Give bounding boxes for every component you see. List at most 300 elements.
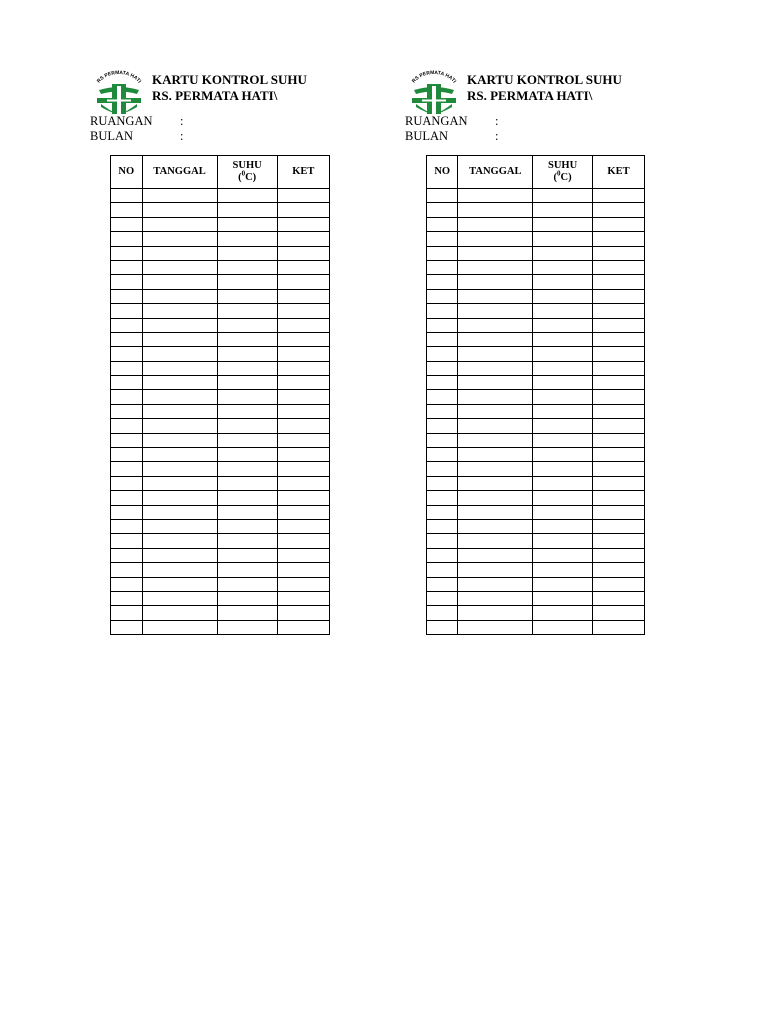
cell-no[interactable] (427, 548, 458, 562)
cell-no[interactable] (111, 448, 143, 462)
cell-tanggal[interactable] (142, 203, 217, 217)
cell-ket[interactable] (593, 505, 645, 519)
bulan-label: BULAN (90, 129, 134, 143)
cell-tanggal[interactable] (458, 260, 533, 274)
cell-tanggal[interactable] (458, 419, 533, 433)
cell-no[interactable] (427, 376, 458, 390)
cell-tanggal[interactable] (458, 462, 533, 476)
cell-ket[interactable] (277, 332, 329, 346)
cell-suhu[interactable] (217, 217, 277, 231)
svg-text:RS PERMATA HATI (411, 70, 457, 85)
cell-tanggal[interactable] (458, 534, 533, 548)
cell-suhu[interactable] (217, 203, 277, 217)
cell-suhu[interactable] (533, 476, 593, 490)
cell-ket[interactable] (277, 433, 329, 447)
cell-suhu[interactable] (533, 376, 593, 390)
cell-ket[interactable] (593, 620, 645, 634)
cell-no[interactable] (111, 376, 143, 390)
cell-ket[interactable] (277, 232, 329, 246)
title-line-2: RS. PERMATA HATI\ (152, 88, 278, 103)
cell-tanggal[interactable] (142, 491, 217, 505)
cell-ket[interactable] (277, 591, 329, 605)
cell-suhu[interactable] (217, 448, 277, 462)
cell-suhu[interactable] (533, 519, 593, 533)
cell-suhu[interactable] (217, 476, 277, 490)
cell-suhu[interactable] (533, 404, 593, 418)
cell-no[interactable] (111, 318, 143, 332)
cell-tanggal[interactable] (458, 606, 533, 620)
cell-ket[interactable] (277, 419, 329, 433)
cell-suhu[interactable] (533, 548, 593, 562)
table-row (427, 448, 645, 462)
cell-suhu[interactable] (217, 433, 277, 447)
cell-ket[interactable] (593, 519, 645, 533)
cell-suhu[interactable] (217, 361, 277, 375)
cell-tanggal[interactable] (142, 563, 217, 577)
cell-tanggal[interactable] (458, 591, 533, 605)
cell-ket[interactable] (277, 577, 329, 591)
cell-tanggal[interactable] (458, 318, 533, 332)
cell-ket[interactable] (277, 246, 329, 260)
cell-no[interactable] (111, 347, 143, 361)
cell-ket[interactable] (593, 189, 645, 203)
cell-no[interactable] (427, 462, 458, 476)
cell-no[interactable] (427, 519, 458, 533)
cell-ket[interactable] (593, 275, 645, 289)
cell-suhu[interactable] (533, 318, 593, 332)
cell-tanggal[interactable] (142, 419, 217, 433)
cell-ket[interactable] (593, 332, 645, 346)
cell-no[interactable] (427, 189, 458, 203)
cell-suhu[interactable] (217, 577, 277, 591)
ruangan-row (405, 114, 525, 129)
cell-tanggal[interactable] (142, 232, 217, 246)
cell-no[interactable] (427, 203, 458, 217)
cell-ket[interactable] (277, 505, 329, 519)
cell-tanggal[interactable] (142, 275, 217, 289)
table-row (111, 246, 330, 260)
cell-no[interactable] (111, 332, 143, 346)
table-row (111, 260, 330, 274)
cell-suhu[interactable] (533, 361, 593, 375)
cell-no[interactable] (427, 390, 458, 404)
cell-no[interactable] (111, 246, 143, 260)
cell-suhu[interactable] (217, 620, 277, 634)
table-row (111, 419, 330, 433)
cell-suhu[interactable] (533, 491, 593, 505)
cell-ket[interactable] (593, 376, 645, 390)
cell-no[interactable] (427, 505, 458, 519)
table-row (111, 376, 330, 390)
cell-ket[interactable] (277, 275, 329, 289)
table-row (111, 390, 330, 404)
temperature-card-right (405, 70, 645, 183)
table-row (111, 548, 330, 562)
cell-suhu[interactable] (217, 462, 277, 476)
cell-tanggal[interactable] (458, 275, 533, 289)
cell-ket[interactable] (593, 318, 645, 332)
table-row (427, 189, 645, 203)
cell-tanggal[interactable] (458, 548, 533, 562)
cell-suhu[interactable] (217, 505, 277, 519)
cell-tanggal[interactable] (142, 376, 217, 390)
cell-no[interactable] (111, 217, 143, 231)
cell-tanggal[interactable] (458, 491, 533, 505)
cell-no[interactable] (427, 260, 458, 274)
table-body (427, 189, 645, 635)
cell-no[interactable] (427, 591, 458, 605)
cell-ket[interactable] (277, 289, 329, 303)
temperature-log-table (110, 155, 330, 635)
cell-suhu[interactable] (533, 419, 593, 433)
cell-ket[interactable] (277, 260, 329, 274)
cell-ket[interactable] (593, 203, 645, 217)
table-row (427, 476, 645, 490)
cell-no[interactable] (111, 189, 143, 203)
cell-tanggal[interactable] (458, 332, 533, 346)
cell-ket[interactable] (277, 189, 329, 203)
table-row (427, 275, 645, 289)
cell-suhu[interactable] (217, 332, 277, 346)
cell-suhu[interactable] (217, 606, 277, 620)
cell-no[interactable] (427, 361, 458, 375)
cell-suhu[interactable] (533, 563, 593, 577)
cell-tanggal[interactable] (458, 376, 533, 390)
cell-ket[interactable] (593, 419, 645, 433)
table-row (111, 318, 330, 332)
cell-ket[interactable] (277, 217, 329, 231)
cell-suhu[interactable] (217, 376, 277, 390)
cell-no[interactable] (427, 491, 458, 505)
cell-ket[interactable] (277, 534, 329, 548)
cell-ket[interactable] (593, 563, 645, 577)
ruangan-label: RUANGAN (405, 114, 468, 128)
cell-suhu[interactable] (217, 318, 277, 332)
cell-suhu[interactable] (217, 246, 277, 260)
cell-no[interactable] (111, 534, 143, 548)
table-row (427, 404, 645, 418)
cell-ket[interactable] (593, 606, 645, 620)
cell-suhu[interactable] (533, 606, 593, 620)
cell-suhu[interactable] (217, 275, 277, 289)
cell-suhu[interactable] (533, 534, 593, 548)
card-header (90, 70, 330, 114)
cell-tanggal[interactable] (458, 404, 533, 418)
cell-suhu[interactable] (533, 620, 593, 634)
cell-ket[interactable] (593, 404, 645, 418)
cell-tanggal[interactable] (142, 304, 217, 318)
table-row (427, 462, 645, 476)
cell-ket[interactable] (277, 476, 329, 490)
cell-ket[interactable] (593, 390, 645, 404)
cell-suhu[interactable] (533, 289, 593, 303)
cell-suhu[interactable] (533, 433, 593, 447)
cell-ket[interactable] (277, 563, 329, 577)
cell-no[interactable] (111, 548, 143, 562)
logo-text: RS PERMATA HATI (95, 70, 143, 85)
cell-ket[interactable] (593, 548, 645, 562)
cell-no[interactable] (111, 462, 143, 476)
table-row (427, 419, 645, 433)
table-row (427, 505, 645, 519)
cell-suhu[interactable] (533, 217, 593, 231)
cell-no[interactable] (111, 476, 143, 490)
table-row (111, 505, 330, 519)
cell-suhu[interactable] (217, 189, 277, 203)
cell-tanggal[interactable] (458, 347, 533, 361)
table-row (111, 448, 330, 462)
cell-tanggal[interactable] (142, 476, 217, 490)
cell-no[interactable] (427, 534, 458, 548)
cell-ket[interactable] (277, 304, 329, 318)
cell-suhu[interactable] (217, 304, 277, 318)
cell-tanggal[interactable] (458, 232, 533, 246)
cell-suhu[interactable] (533, 505, 593, 519)
cell-no[interactable] (111, 304, 143, 318)
card-title (152, 72, 307, 104)
cell-no[interactable] (111, 606, 143, 620)
cell-ket[interactable] (593, 246, 645, 260)
cell-suhu[interactable] (217, 419, 277, 433)
cell-tanggal[interactable] (458, 361, 533, 375)
cell-no[interactable] (427, 419, 458, 433)
cell-suhu[interactable] (533, 332, 593, 346)
cell-no[interactable] (427, 620, 458, 634)
cell-tanggal[interactable] (142, 390, 217, 404)
cell-no[interactable] (111, 433, 143, 447)
cell-ket[interactable] (593, 534, 645, 548)
cell-suhu[interactable] (217, 260, 277, 274)
cell-suhu[interactable] (533, 347, 593, 361)
cell-no[interactable] (111, 519, 143, 533)
cell-no[interactable] (427, 232, 458, 246)
cell-no[interactable] (111, 505, 143, 519)
cell-tanggal[interactable] (142, 620, 217, 634)
cell-no[interactable] (427, 246, 458, 260)
cell-tanggal[interactable] (458, 390, 533, 404)
cell-tanggal[interactable] (458, 620, 533, 634)
cell-no[interactable] (111, 419, 143, 433)
cell-tanggal[interactable] (458, 433, 533, 447)
bulan-row (90, 129, 210, 144)
cell-ket[interactable] (593, 260, 645, 274)
cell-no[interactable] (111, 275, 143, 289)
cell-no[interactable] (427, 318, 458, 332)
cell-ket[interactable] (593, 491, 645, 505)
cell-tanggal[interactable] (142, 289, 217, 303)
cell-tanggal[interactable] (458, 448, 533, 462)
cell-no[interactable] (427, 217, 458, 231)
cell-suhu[interactable] (217, 519, 277, 533)
cell-no[interactable] (111, 620, 143, 634)
cell-suhu[interactable] (533, 189, 593, 203)
cell-tanggal[interactable] (458, 289, 533, 303)
cell-suhu[interactable] (217, 591, 277, 605)
cell-tanggal[interactable] (142, 548, 217, 562)
title-line-2: RS. PERMATA HATI\ (467, 88, 593, 103)
cell-tanggal[interactable] (458, 217, 533, 231)
cell-ket[interactable] (277, 318, 329, 332)
cell-tanggal[interactable] (142, 591, 217, 605)
cell-suhu[interactable] (533, 260, 593, 274)
cell-ket[interactable] (593, 232, 645, 246)
cell-suhu[interactable] (217, 534, 277, 548)
cell-no[interactable] (427, 304, 458, 318)
cell-no[interactable] (427, 448, 458, 462)
cell-ket[interactable] (277, 491, 329, 505)
cell-suhu[interactable] (533, 304, 593, 318)
cell-tanggal[interactable] (458, 519, 533, 533)
cell-ket[interactable] (277, 462, 329, 476)
cell-no[interactable] (111, 203, 143, 217)
table-row (427, 548, 645, 562)
table-row (111, 606, 330, 620)
cell-suhu[interactable] (217, 404, 277, 418)
cell-ket[interactable] (593, 448, 645, 462)
table-row (427, 246, 645, 260)
hospital-logo-icon (93, 70, 145, 114)
cell-suhu[interactable] (217, 563, 277, 577)
cell-no[interactable] (111, 260, 143, 274)
cell-ket[interactable] (593, 476, 645, 490)
cell-tanggal[interactable] (142, 189, 217, 203)
table-row (427, 591, 645, 605)
cell-suhu[interactable] (217, 548, 277, 562)
table-row (111, 232, 330, 246)
cell-no[interactable] (111, 563, 143, 577)
table-row (111, 563, 330, 577)
cell-ket[interactable] (593, 433, 645, 447)
cell-suhu[interactable] (533, 203, 593, 217)
cell-tanggal[interactable] (142, 347, 217, 361)
cell-no[interactable] (111, 390, 143, 404)
cell-suhu[interactable] (217, 289, 277, 303)
cell-ket[interactable] (277, 347, 329, 361)
cell-tanggal[interactable] (142, 606, 217, 620)
cell-tanggal[interactable] (142, 404, 217, 418)
table-row (427, 433, 645, 447)
cell-tanggal[interactable] (142, 433, 217, 447)
cell-ket[interactable] (277, 361, 329, 375)
cell-no[interactable] (111, 591, 143, 605)
column-ket: KET (277, 156, 329, 189)
cell-tanggal[interactable] (142, 332, 217, 346)
cell-tanggal[interactable] (142, 217, 217, 231)
cell-ket[interactable] (277, 390, 329, 404)
cell-no[interactable] (111, 491, 143, 505)
cell-suhu[interactable] (533, 246, 593, 260)
cell-suhu[interactable] (217, 390, 277, 404)
card-header (405, 70, 645, 114)
cell-ket[interactable] (277, 376, 329, 390)
cell-ket[interactable] (277, 606, 329, 620)
cell-tanggal[interactable] (142, 318, 217, 332)
table-row (427, 361, 645, 375)
cell-tanggal[interactable] (458, 577, 533, 591)
cell-no[interactable] (427, 606, 458, 620)
cell-no[interactable] (427, 275, 458, 289)
cell-ket[interactable] (593, 462, 645, 476)
cell-tanggal[interactable] (458, 203, 533, 217)
cell-tanggal[interactable] (142, 361, 217, 375)
cell-tanggal[interactable] (142, 505, 217, 519)
cell-tanggal[interactable] (142, 448, 217, 462)
cell-no[interactable] (427, 347, 458, 361)
table-row (427, 260, 645, 274)
cell-suhu[interactable] (217, 232, 277, 246)
cell-no[interactable] (427, 476, 458, 490)
cell-ket[interactable] (277, 620, 329, 634)
cell-ket[interactable] (277, 448, 329, 462)
table-row (111, 591, 330, 605)
cell-tanggal[interactable] (458, 304, 533, 318)
cell-no[interactable] (111, 361, 143, 375)
cell-suhu[interactable] (533, 591, 593, 605)
cell-ket[interactable] (593, 217, 645, 231)
cell-no[interactable] (427, 404, 458, 418)
cell-no[interactable] (111, 232, 143, 246)
cell-no[interactable] (427, 332, 458, 346)
table-row (111, 217, 330, 231)
table-body (111, 189, 330, 635)
cell-no[interactable] (427, 433, 458, 447)
cell-tanggal[interactable] (458, 563, 533, 577)
cell-no[interactable] (427, 289, 458, 303)
suhu-label: SUHU (232, 160, 262, 171)
cell-ket[interactable] (593, 361, 645, 375)
cell-suhu[interactable] (533, 232, 593, 246)
cell-ket[interactable] (593, 347, 645, 361)
cell-ket[interactable] (277, 548, 329, 562)
cell-tanggal[interactable] (142, 577, 217, 591)
cell-ket[interactable] (593, 591, 645, 605)
cell-suhu[interactable] (533, 577, 593, 591)
table-row (111, 289, 330, 303)
cell-suhu[interactable] (533, 275, 593, 289)
cell-tanggal[interactable] (458, 189, 533, 203)
table-row (111, 361, 330, 375)
cell-tanggal[interactable] (142, 534, 217, 548)
table-row (111, 534, 330, 548)
table-row (111, 275, 330, 289)
cell-no[interactable] (427, 577, 458, 591)
cell-no[interactable] (111, 289, 143, 303)
cell-tanggal[interactable] (142, 462, 217, 476)
cell-no[interactable] (111, 577, 143, 591)
cell-ket[interactable] (277, 404, 329, 418)
cell-suhu[interactable] (533, 448, 593, 462)
cell-ket[interactable] (277, 519, 329, 533)
cell-tanggal[interactable] (458, 476, 533, 490)
cell-suhu[interactable] (217, 347, 277, 361)
cell-suhu[interactable] (533, 390, 593, 404)
cell-no[interactable] (427, 563, 458, 577)
cell-suhu[interactable] (217, 491, 277, 505)
cell-tanggal[interactable] (458, 505, 533, 519)
cell-tanggal[interactable] (142, 246, 217, 260)
temperature-log-table (426, 155, 645, 635)
cell-tanggal[interactable] (142, 260, 217, 274)
cell-ket[interactable] (593, 289, 645, 303)
cell-ket[interactable] (277, 203, 329, 217)
cell-suhu[interactable] (533, 462, 593, 476)
cell-no[interactable] (111, 404, 143, 418)
cell-ket[interactable] (593, 304, 645, 318)
cell-tanggal[interactable] (142, 519, 217, 533)
card-meta (405, 114, 525, 144)
cell-tanggal[interactable] (458, 246, 533, 260)
cell-ket[interactable] (593, 577, 645, 591)
